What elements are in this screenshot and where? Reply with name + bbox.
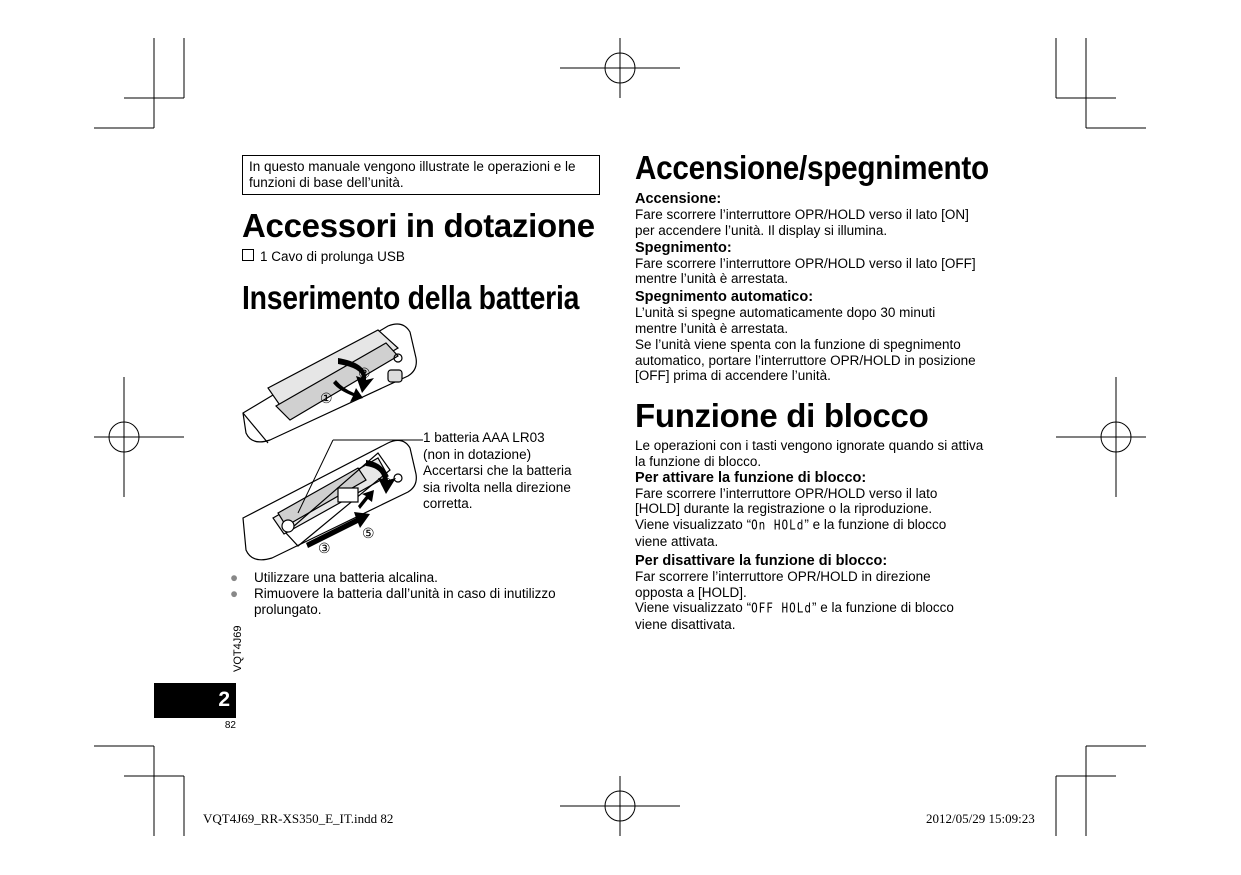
callout-line-2: (non in dotazione) [423, 446, 532, 462]
step-1-label: ① [320, 390, 333, 406]
bullet-text: Utilizzare una batteria alcalina. [254, 570, 438, 585]
footer-timestamp: 2012/05/29 15:09:23 [926, 811, 1035, 826]
accessory-item-label: 1 Cavo di prolunga USB [260, 249, 405, 264]
step-4-label: ④ [380, 475, 393, 491]
power-on-line-1: Fare scorrere l’interruttore OPR/HOLD verso il lato [ON] [635, 207, 969, 222]
accessory-item [242, 249, 405, 265]
lock-deactivate-line-1: Far scorrere l’interruttore OPR/HOLD in direzione [635, 568, 931, 584]
lcd-off-hold-text: OFF HOLd [751, 600, 813, 617]
auto-off-heading: Spegnimento automatico: [635, 289, 814, 306]
lock-deactivate-display [635, 600, 1015, 617]
power-on-heading: Accensione: [635, 191, 722, 207]
battery-title: Inserimento della batteria [242, 279, 580, 316]
page-number-small: 82 [224, 720, 236, 731]
battery-illustration [238, 318, 428, 568]
lock-deactivate-line-2: opposta a [HOLD]. [635, 584, 747, 600]
bullet-item [230, 585, 602, 618]
lock-title: Funzione di blocco [635, 397, 929, 434]
lock-activate-line-1: Fare scorrere l’interruttore OPR/HOLD verso il lato [635, 485, 938, 501]
lock-activate-heading: Per attivare la funzione di blocco: [635, 469, 867, 486]
checkbox-square-icon [242, 249, 254, 261]
battery-callout [423, 430, 572, 513]
footer-filename: VQT4J69_RR-XS350_E_IT.indd 82 [203, 811, 394, 826]
auto-off-line-3: Se l’unità viene spenta con la funzione di spegnimento [635, 336, 961, 352]
lock-intro-line-1: Le operazioni con i tasti vengono ignorate quando si attiva [635, 438, 984, 453]
accessories-title: Accessori in dotazione [242, 207, 595, 244]
document-code: VQT4J69 [232, 625, 244, 672]
bullet-dot-icon: ● [230, 570, 239, 585]
power-on-line-2: per accendere l’unità. Il display si illumina. [635, 222, 888, 238]
callout-line-3: Accertarsi che la batteria [423, 463, 572, 478]
power-section [635, 191, 1015, 384]
bullet-text: Rimuovere la batteria dall’unità in caso di inutilizzo prolungato. [254, 585, 556, 617]
recorder-top-illustration [243, 324, 416, 443]
auto-off-line-1: L’unità si spegne automaticamente dopo 30 minuti [635, 305, 936, 321]
power-off-heading: Spegnimento: [635, 239, 732, 256]
lock-activate-end: viene attivata. [635, 533, 719, 549]
lock-activate-display [635, 517, 1015, 534]
lcd-on-hold-text: On HOLd [751, 517, 805, 534]
intro-note: In questo manuale vengono illustrate le operazioni e le funzioni di base dell’unità. [242, 155, 600, 195]
auto-off-line-4: automatico, portare l’interruttore OPR/HOLD in posizione [635, 352, 976, 368]
callout-line-1: 1 batteria AAA LR03 [423, 430, 545, 445]
lock-deactivate-end: viene disattivata. [635, 617, 736, 633]
callout-line-4: sia rivolta nella direzione [423, 479, 571, 495]
display-post-text: ” e la funzione di blocco [812, 600, 954, 616]
battery-bullets [230, 570, 602, 617]
lock-intro-line-2: la funzione di blocco. [635, 453, 762, 469]
lock-deactivate-heading: Per disattivare la funzione di blocco: [635, 552, 888, 569]
auto-off-line-5: [OFF] prima di accendere l’unità. [635, 368, 831, 384]
step-2-label: ② [358, 365, 371, 381]
display-pre-text: Viene visualizzato “ [635, 517, 752, 533]
page-number: 2 [218, 688, 230, 711]
step-5-label: ⑤ [362, 525, 375, 541]
power-title: Accensione/spegnimento [635, 149, 989, 186]
lock-section [635, 438, 1015, 633]
bullet-item [230, 570, 602, 586]
lock-activate-line-2: [HOLD] durante la registrazione o la riproduzione. [635, 501, 933, 517]
power-off-line-2: mentre l’unità è arrestata. [635, 271, 789, 287]
auto-off-line-2: mentre l’unità è arrestata. [635, 320, 789, 336]
power-off-line-1: Fare scorrere l’interruttore OPR/HOLD verso il lato [OFF] [635, 255, 976, 271]
callout-line-5: corretta. [423, 496, 473, 511]
step-3-label: ③ [318, 540, 331, 556]
display-post-text: ” e la funzione di blocco [804, 517, 947, 533]
display-pre-text: Viene visualizzato “ [635, 600, 752, 616]
bullet-dot-icon: ● [230, 585, 239, 601]
